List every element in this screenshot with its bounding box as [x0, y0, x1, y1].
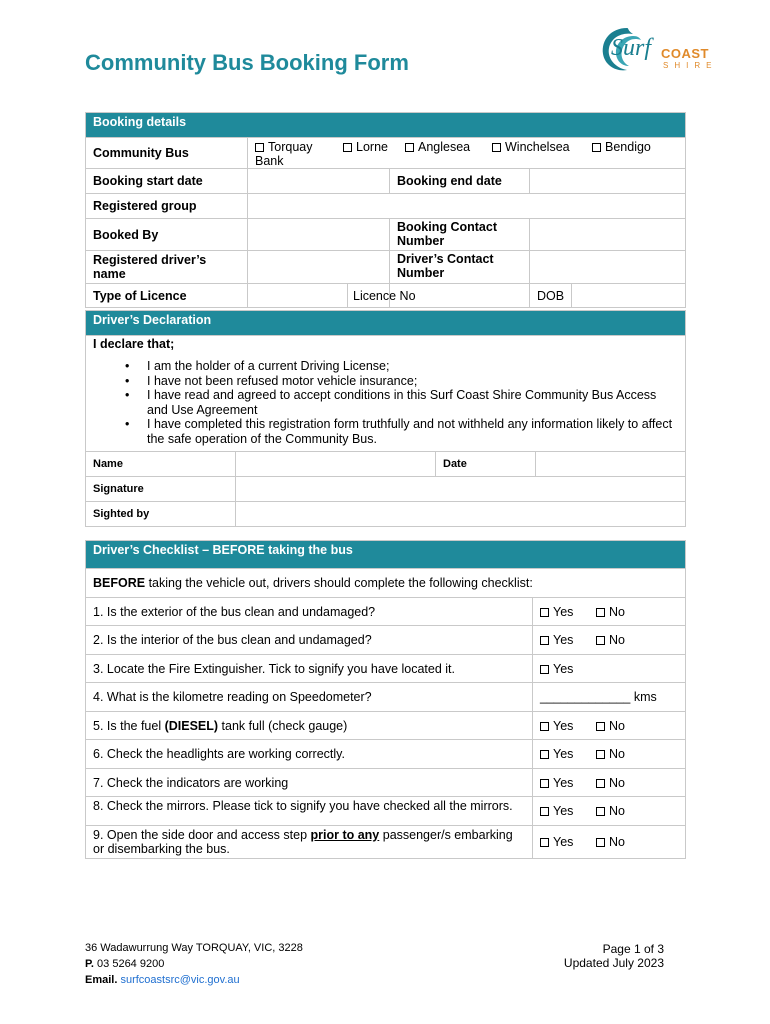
checklist-question: 4. What is the kilometre reading on Speedometer? — [86, 683, 533, 712]
yes-option[interactable]: Yes — [540, 719, 596, 733]
end-date-label: Booking end date — [390, 169, 530, 194]
checkbox-icon[interactable] — [596, 608, 605, 617]
name-field[interactable] — [236, 452, 436, 477]
checkbox-icon[interactable] — [540, 665, 549, 674]
checkbox-icon[interactable] — [405, 143, 414, 152]
sighted-by-field[interactable] — [236, 502, 686, 527]
checkbox-icon[interactable] — [592, 143, 601, 152]
no-option[interactable]: No — [596, 747, 652, 761]
list-item: • I have not been refused motor vehicle insurance; — [125, 374, 678, 389]
name-label: Name — [86, 452, 236, 477]
checklist-question: 1. Is the exterior of the bus clean and undamaged? — [86, 598, 533, 626]
checklist-question: 5. Is the fuel (DIESEL) tank full (check gauge) — [86, 712, 533, 740]
end-date-field[interactable] — [530, 169, 686, 194]
checkbox-icon[interactable] — [596, 779, 605, 788]
checkbox-icon[interactable] — [492, 143, 501, 152]
licence-type-label: Type of Licence — [86, 284, 248, 308]
driver-name-label: Registered driver’s name — [86, 251, 248, 284]
declaration-body — [86, 336, 686, 452]
checklist-question: 8. Check the mirrors. Please tick to signify you have checked all the mirrors. — [86, 797, 533, 826]
yes-no-options — [533, 598, 686, 626]
registered-group-field[interactable] — [248, 194, 686, 219]
yes-no-options — [533, 797, 686, 826]
checklist-intro: BEFORE taking the vehicle out, drivers should complete the following checklist: — [86, 569, 686, 598]
option-bendigo[interactable]: Bendigo — [592, 140, 651, 154]
licence-no-label: Licence No — [348, 284, 390, 308]
option-anglesea[interactable]: Anglesea — [405, 140, 470, 154]
date-field[interactable] — [536, 452, 686, 477]
footer-email: Email. surfcoastsrc@vic.gov.au — [85, 974, 240, 986]
checkbox-icon[interactable] — [540, 750, 549, 759]
checkbox-icon[interactable] — [596, 750, 605, 759]
option-torquay-bank[interactable]: Torquay Bank — [255, 140, 313, 168]
checklist-table — [85, 540, 686, 859]
no-option[interactable]: No — [596, 835, 652, 849]
checkbox-icon[interactable] — [540, 608, 549, 617]
driver-contact-label: Driver’s Contact Number — [390, 251, 530, 284]
yes-option[interactable]: Yes — [540, 633, 596, 647]
declaration-header: Driver’s Declaration — [86, 311, 686, 336]
checklist-header: Driver’s Checklist – BEFORE taking the bus — [86, 541, 686, 569]
list-item: • I am the holder of a current Driving License; — [125, 359, 678, 374]
checkbox-icon[interactable] — [596, 838, 605, 847]
yes-no-options — [533, 826, 686, 859]
checklist-question: 7. Check the indicators are working — [86, 769, 533, 797]
footer-address: 36 Wadawurrung Way TORQUAY, VIC, 3228 — [85, 942, 303, 954]
checkbox-icon[interactable] — [596, 722, 605, 731]
declaration-intro: I declare that; — [93, 337, 175, 351]
checkbox-icon[interactable] — [540, 722, 549, 731]
yes-option[interactable]: Yes — [540, 776, 596, 790]
contact-number-field[interactable] — [530, 219, 686, 251]
logo-surf-text: Surf — [611, 35, 652, 61]
dob-field[interactable] — [572, 284, 686, 308]
no-option[interactable]: No — [596, 605, 652, 619]
logo-shire-text: SHIRE — [663, 61, 718, 70]
checkbox-icon[interactable] — [540, 636, 549, 645]
footer-phone: P. 03 5264 9200 — [85, 958, 165, 970]
list-item: • I have completed this registration form truthfully and not withheld any information likely to affect the safe operation of the Community Bus. — [125, 417, 678, 446]
booked-by-field[interactable] — [248, 219, 390, 251]
declaration-list — [125, 359, 678, 446]
no-option[interactable]: No — [596, 633, 652, 647]
email-link[interactable]: surfcoastsrc@vic.gov.au — [120, 974, 240, 986]
checkbox-icon[interactable] — [540, 779, 549, 788]
page-number: Page 1 of 3 — [602, 942, 664, 956]
yes-option[interactable]: Yes — [540, 747, 596, 761]
yes-option[interactable]: Yes — [540, 605, 596, 619]
footer-page-info — [560, 942, 664, 970]
driver-contact-field[interactable] — [530, 251, 686, 284]
checkbox-icon[interactable] — [255, 143, 264, 152]
logo-coast-text: COAST — [661, 46, 709, 61]
start-date-label: Booking start date — [86, 169, 248, 194]
booking-details-header: Booking details — [86, 113, 686, 138]
page-title: Community Bus Booking Form — [85, 50, 409, 75]
checkbox-icon[interactable] — [343, 143, 352, 152]
booking-details-table — [85, 112, 686, 308]
declaration-table — [85, 310, 686, 527]
yes-no-options — [533, 712, 686, 740]
yes-no-options — [533, 769, 686, 797]
checkbox-icon[interactable] — [540, 807, 549, 816]
contact-number-label: Booking Contact Number — [390, 219, 530, 251]
bus-options — [248, 138, 686, 169]
sighted-by-label: Sighted by — [86, 502, 236, 527]
footer-contact — [85, 940, 303, 988]
yes-no-options — [533, 626, 686, 655]
option-winchelsea[interactable]: Winchelsea — [492, 140, 570, 154]
date-label: Date — [436, 452, 536, 477]
yes-option[interactable]: Yes — [540, 662, 596, 676]
list-item: • I have read and agreed to accept conditions in this Surf Coast Shire Community Bus Access and Use Agreement — [125, 388, 678, 417]
yes-option[interactable]: Yes — [540, 804, 596, 818]
no-option[interactable]: No — [596, 776, 652, 790]
signature-field[interactable] — [236, 477, 686, 502]
yes-option[interactable]: Yes — [540, 835, 596, 849]
no-option[interactable]: No — [596, 719, 652, 733]
checklist-question: 6. Check the headlights are working correctly. — [86, 740, 533, 769]
driver-name-field[interactable] — [248, 251, 390, 284]
start-date-field[interactable] — [248, 169, 390, 194]
checkbox-icon[interactable] — [596, 807, 605, 816]
signature-label: Signature — [86, 477, 236, 502]
yes-options — [533, 655, 686, 683]
no-option[interactable]: No — [596, 804, 652, 818]
option-lorne[interactable]: Lorne — [343, 140, 388, 154]
checklist-question: 3. Locate the Fire Extinguisher. Tick to signify you have located it. — [86, 655, 533, 683]
checklist-question: 2. Is the interior of the bus clean and undamaged? — [86, 626, 533, 655]
licence-type-field[interactable] — [248, 284, 348, 308]
yes-no-options — [533, 740, 686, 769]
checklist-question: 9. Open the side door and access step prior to any passenger/s embarking or disembarking the bus. — [86, 826, 533, 859]
dob-label: DOB — [530, 284, 572, 308]
surf-coast-logo — [597, 24, 722, 76]
community-bus-label: Community Bus — [86, 138, 248, 169]
checkbox-icon[interactable] — [596, 636, 605, 645]
booked-by-label: Booked By — [86, 219, 248, 251]
updated-date: Updated July 2023 — [563, 956, 664, 970]
checkbox-icon[interactable] — [540, 838, 549, 847]
registered-group-label: Registered group — [86, 194, 248, 219]
kms-field[interactable]: _____________ kms — [533, 683, 686, 712]
